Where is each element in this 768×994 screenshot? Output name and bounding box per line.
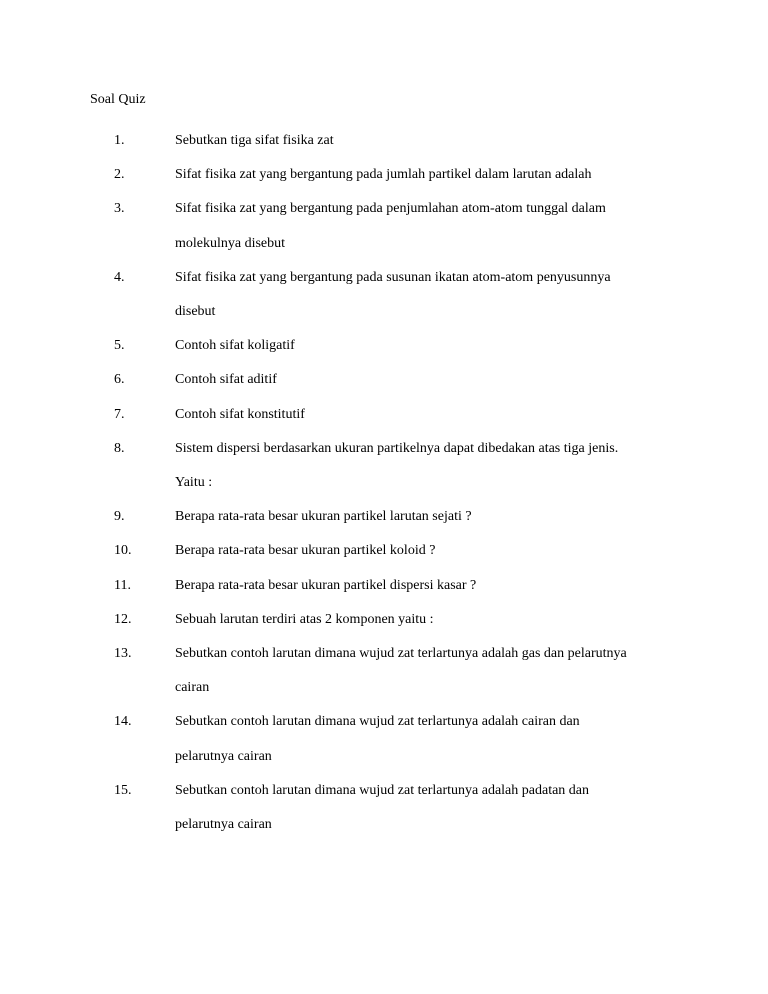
- question-number: 15.: [114, 782, 132, 798]
- question-text-line: Berapa rata-rata besar ukuran partikel dispersi kasar ?: [175, 577, 477, 593]
- question-text-line: Yaitu :: [175, 475, 213, 491]
- question-item: [0, 705, 768, 773]
- question-number: 7.: [114, 406, 125, 422]
- question-item: [0, 158, 768, 192]
- question-number: 11.: [114, 577, 131, 593]
- question-number: 5.: [114, 338, 125, 354]
- question-text-line: Sebutkan contoh larutan dimana wujud zat terlartunya adalah cairan dan: [175, 714, 580, 730]
- question-text-line: pelarutnya cairan: [175, 817, 272, 833]
- question-number: 1.: [114, 133, 125, 148]
- question-text-line: disebut: [175, 304, 216, 320]
- question-number: 4.: [114, 269, 125, 285]
- question-number: 10.: [114, 543, 132, 559]
- question-text-line: Berapa rata-rata besar ukuran partikel koloid ?: [175, 543, 436, 559]
- question-text-line: Contoh sifat koligatif: [175, 338, 295, 354]
- question-number: 12.: [114, 611, 132, 627]
- question-item: [0, 363, 768, 397]
- question-text-line: Sifat fisika zat yang bergantung pada susunan ikatan atom-atom penyusunnya: [175, 269, 611, 285]
- question-text-line: Berapa rata-rata besar ukuran partikel larutan sejati ?: [175, 509, 472, 525]
- question-number: 3.: [114, 201, 125, 217]
- question-text-line: cairan: [175, 680, 210, 696]
- question-number: 8.: [114, 440, 125, 456]
- question-item: [0, 500, 768, 534]
- question-text-line: Contoh sifat aditif: [175, 372, 277, 388]
- question-item: [0, 432, 768, 500]
- question-item: [0, 534, 768, 568]
- question-item: [0, 774, 768, 842]
- question-number: 6.: [114, 372, 125, 388]
- question-text-line: Contoh sifat konstitutif: [175, 406, 305, 422]
- question-text-line: Sebutkan contoh larutan dimana wujud zat terlartunya adalah padatan dan: [175, 782, 590, 798]
- question-item: [0, 261, 768, 329]
- question-text-line: Sebuah larutan terdiri atas 2 komponen yaitu :: [175, 611, 434, 627]
- question-text-line: Sebutkan contoh larutan dimana wujud zat terlartunya adalah gas dan pelarutnya: [175, 646, 627, 662]
- question-number: 13.: [114, 646, 132, 662]
- question-item: [0, 192, 768, 260]
- question-number: 9.: [114, 509, 125, 525]
- question-item: [0, 398, 768, 432]
- question-text-line: pelarutnya cairan: [175, 748, 272, 764]
- page-title: Soal Quiz: [90, 92, 146, 107]
- question-item: [0, 569, 768, 603]
- question-item: [0, 637, 768, 705]
- question-text-line: Sifat fisika zat yang bergantung pada jumlah partikel dalam larutan adalah: [175, 167, 592, 183]
- question-text-line: molekulnya disebut: [175, 235, 286, 251]
- question-text-line: Sifat fisika zat yang bergantung pada penjumlahan atom-atom tunggal dalam: [175, 201, 606, 217]
- question-item: [0, 329, 768, 363]
- question-list: [0, 124, 768, 842]
- question-item: [0, 124, 768, 158]
- question-item: [0, 603, 768, 637]
- question-number: 14.: [114, 714, 132, 730]
- question-text-line: Sistem dispersi berdasarkan ukuran partikelnya dapat dibedakan atas tiga jenis.: [175, 440, 619, 456]
- question-text-line: Sebutkan tiga sifat fisika zat: [175, 133, 334, 148]
- question-number: 2.: [114, 167, 125, 183]
